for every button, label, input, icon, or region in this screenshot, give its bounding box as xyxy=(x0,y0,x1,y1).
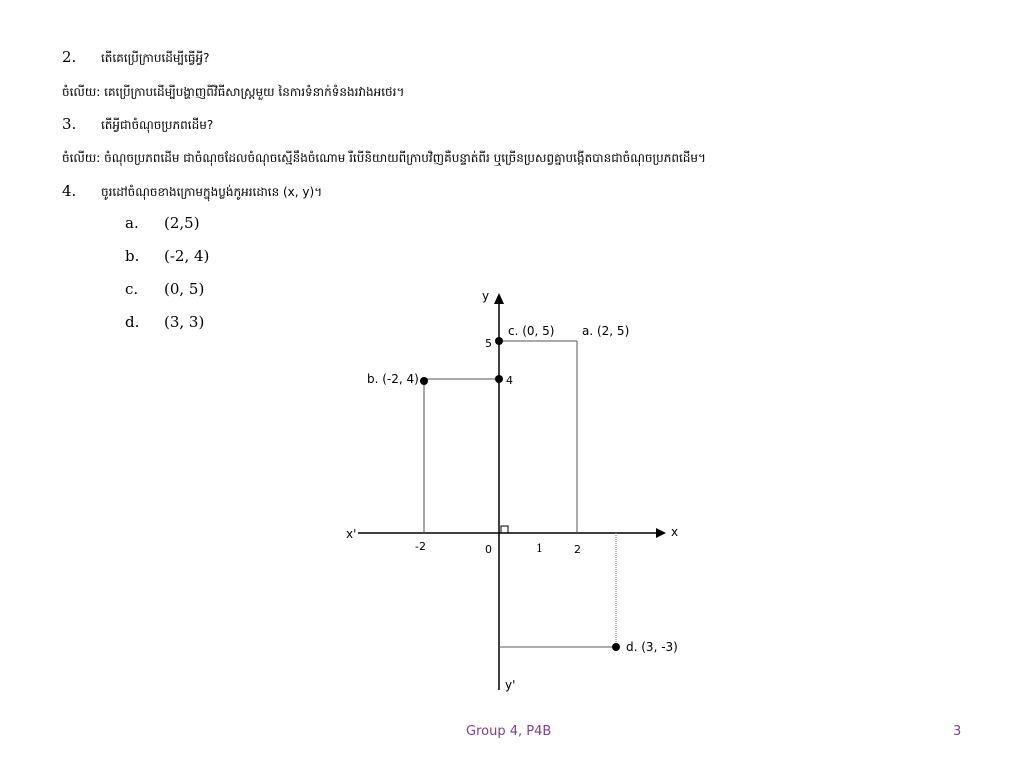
question-2-text: តើគេប្រើក្រាបដើម្បីធ្វើអ្វី? xyxy=(101,51,210,65)
tick-four: 4 xyxy=(506,374,513,387)
point-d-label: d. (3, -3) xyxy=(626,640,678,654)
point-d xyxy=(612,643,620,651)
option-b-value: (-2, 4) xyxy=(164,247,210,265)
point-a-label: a. (2, 5) xyxy=(582,324,630,338)
point-b-label: b. (-2, 4) xyxy=(367,372,419,386)
option-a-value: (2,5) xyxy=(164,214,200,232)
y-axis-label: y xyxy=(482,289,490,303)
option-a-letter: a. xyxy=(125,214,139,232)
x-axis-arrow-icon xyxy=(656,528,666,538)
x-neg-axis-label: x' xyxy=(346,527,357,541)
tick-one: 1 xyxy=(536,542,543,555)
y-neg-axis-label: y' xyxy=(505,678,516,692)
tick-neg-two: -2 xyxy=(415,540,426,553)
question-3-text: តើអ្វីជាចំណុចប្រភពដើម? xyxy=(101,118,214,132)
point-4-on-y-axis xyxy=(495,375,503,383)
footer-group-label: Group 4, P4B xyxy=(466,724,552,739)
tick-five: 5 xyxy=(485,337,492,350)
footer-page-number: 3 xyxy=(953,724,962,739)
question-4-number: 4. xyxy=(62,182,77,200)
option-c-letter: c. xyxy=(125,280,139,298)
question-4-text: ចូរដៅចំណុចខាងក្រោមក្នុងប្លង់កូអរដោនេ (x, y)។ xyxy=(101,185,323,199)
option-b-letter: b. xyxy=(125,247,140,265)
question-2-answer: ចំលើយ: គេប្រើក្រាបដើម្បីបង្ហាញពីវិធីសាស្រ្តមួយ នៃការទំនាក់ទំនងរវាងអថេរ។ xyxy=(62,85,405,99)
y-axis-arrow-icon xyxy=(494,293,504,304)
question-3-number: 3. xyxy=(62,115,77,133)
question-3-answer: ចំលើយ: ចំណុចប្រភពដើម ជាចំណុចដែលចំណុចស្មើនឹងចំណោម រឺបើនិយាយពីក្រាបវិញគឺបន្ទាត់ពីរ ឬច្រើនប្រសព្វគ្នាបង្កើតបានជាចំណុចប្រភពដើម។ xyxy=(62,151,706,165)
x-axis-label: x xyxy=(671,525,679,539)
tick-two: 2 xyxy=(574,543,581,556)
tick-zero: 0 xyxy=(485,543,492,556)
option-d-letter: d. xyxy=(125,313,140,331)
question-2-number: 2. xyxy=(62,48,77,66)
point-c-label: c. (0, 5) xyxy=(508,324,555,338)
option-c-value: (0, 5) xyxy=(164,280,205,298)
point-b xyxy=(420,377,428,385)
option-d-value: (3, 3) xyxy=(164,313,205,331)
point-c xyxy=(495,337,503,345)
origin-right-angle-marker xyxy=(501,526,508,533)
